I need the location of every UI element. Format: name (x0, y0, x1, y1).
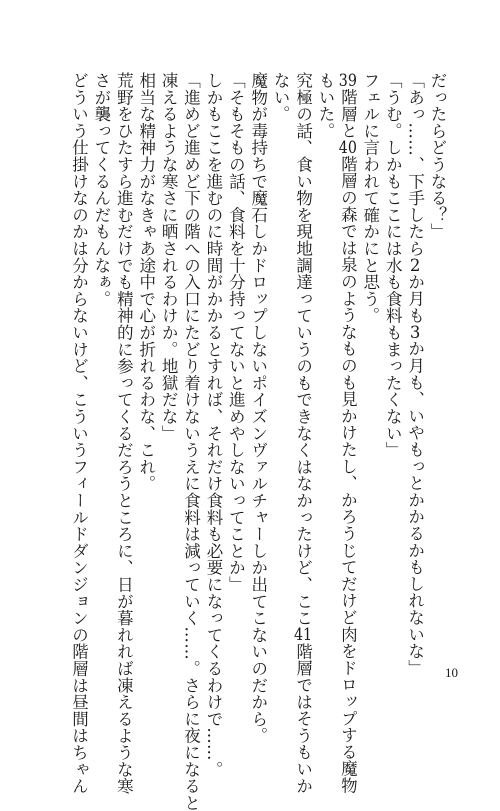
text-line: フェルに言われて確かにと思う。 (360, 72, 380, 324)
text-line: 凍えるような寒さに晒されるわけか。地獄だな」 (159, 72, 179, 442)
text-line: 相当な精神力がなきゃあ途中で心が折れるわな、これ。 (136, 72, 156, 492)
text-line: だったらどうなる？」 (428, 72, 447, 240)
text-line: 39階層と40階層の森では泉のようなものも見かけたし、かろうじてだけど肉をドロップする魔物 (338, 72, 358, 794)
text-line: ない。 (271, 72, 291, 123)
page-number: 10 (445, 665, 458, 680)
text-line: 荒野をひたすら進むだけでも精神的に参ってくるだろうところに、日が暮れれば凍えるような寒 (114, 72, 134, 795)
text-line: もいた。 (315, 72, 335, 140)
text-line: 究極の話、食い物を現地調達っていうのもできなくはなかったけど、ここ41階層ではそうもいか (293, 72, 313, 795)
text-line: さが襲ってくるんだもんなぁ。 (91, 72, 111, 308)
text-line: しかもここを進むのに時間がかかるとすれば、それだけ食料も必要になってくるわけで……。 (203, 72, 223, 778)
text-line: 魔物が毒持ちで魔石しかドロップしないポイズンヴァルチャーしか出てこないのだから。 (248, 72, 268, 744)
body-text (48, 72, 448, 811)
text-line: 「進めど進めど下の階への入口にたどり着けないうえに食料は減っていく……。さらに夜になると (181, 72, 201, 811)
text-line: 「そもそもの話、食料を十分持ってないと進めやしないってことか」 (226, 72, 246, 593)
text-line: どういう仕掛けなのかは分からないけど、こういうフィールドダンジョンの階層は昼間はちゃん (69, 72, 89, 795)
text-line: 「うむ。しかもここには水も食料もまったくない」 (383, 72, 403, 459)
text-line: 「あっ……、下手したら2か月も3か月も、いやもっとかかるかもしれないな」 (405, 72, 425, 677)
